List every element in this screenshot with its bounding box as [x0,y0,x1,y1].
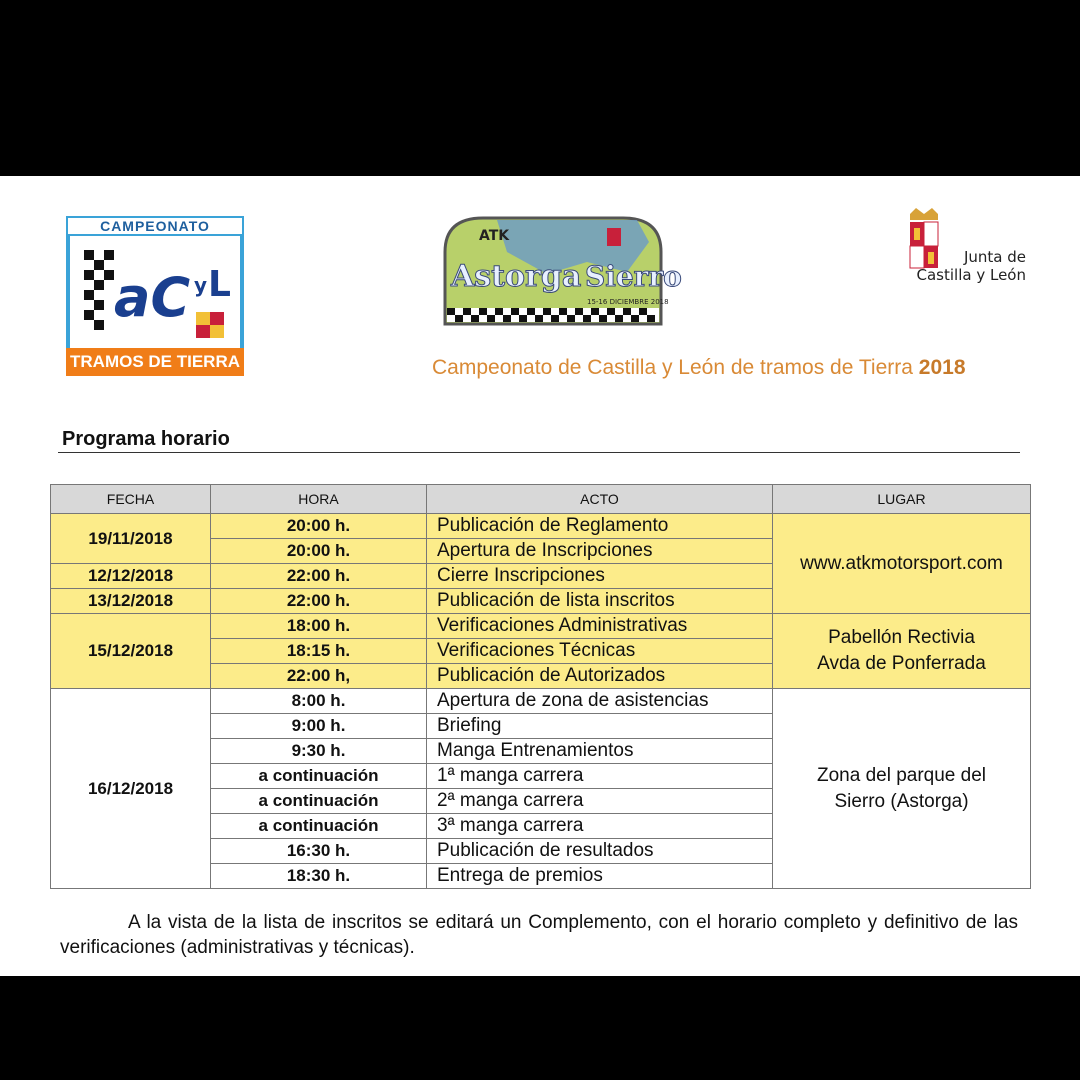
svg-text:ATK: ATK [479,228,510,244]
acto-cell: Cierre Inscripciones [427,564,773,589]
table-header-row [51,485,1031,514]
header-acto: ACTO [427,485,773,514]
footnote: A la vista de la lista de inscritos se editará un Complemento, con el horario completo y definitivo de las verificaciones (administrativas y técnicas). [60,912,1018,958]
hora-cell: 9:30 h. [211,739,427,764]
svg-text:aC: aC [114,266,191,329]
hora-cell: 22:00 h. [211,564,427,589]
lugar-pabellon-line-2: Avda de Ponferrada [817,653,986,674]
rally-plate-graphic [437,212,682,330]
section-rule [58,452,1020,453]
table-row [51,689,1031,714]
acto-cell: Publicación de lista inscritos [427,589,773,614]
acto-cell: Entrega de premios [427,864,773,889]
acto-cell: Manga Entrenamientos [427,739,773,764]
event-title-text: Campeonato de Castilla y León de tramos de Tierra [432,356,913,379]
header-fecha: FECHA [51,485,211,514]
acto-cell: Publicación de Autorizados [427,664,773,689]
header-lugar: LUGAR [773,485,1031,514]
header-hora: HORA [211,485,427,514]
hora-cell: a continuación [211,814,427,839]
event-title-year: 2018 [918,356,966,379]
acto-cell: Apertura de zona de asistencias [427,689,773,714]
junta-line-1: Junta de [963,248,1026,266]
fecha-cell: 13/12/2018 [51,589,211,614]
acto-cell: Publicación de Reglamento [427,514,773,539]
section-title: Programa horario [62,428,230,450]
lugar-web: www.atkmotorsport.com [773,514,1031,614]
hora-cell: 18:30 h. [211,864,427,889]
table-row [51,514,1031,539]
svg-text:Astorga: Astorga [451,259,582,294]
hora-cell: 16:30 h. [211,839,427,864]
schedule-table [50,484,1031,889]
logo-campeonato-label: CAMPEONATO [66,216,244,236]
fecha-cell: 15/12/2018 [51,614,211,689]
hora-cell: a continuación [211,764,427,789]
facyl-logo [66,216,246,376]
acto-cell: 1ª manga carrera [427,764,773,789]
junta-line-2: Castilla y León [916,266,1026,284]
table-row [51,614,1031,639]
fecha-cell: 16/12/2018 [51,689,211,889]
hora-cell: 20:00 h. [211,539,427,564]
hora-cell: 9:00 h. [211,714,427,739]
hora-cell: a continuación [211,789,427,814]
svg-text:L: L [208,264,231,305]
junta-logo [896,208,1026,298]
svg-text:Sierro: Sierro [585,260,682,293]
hora-cell: 20:00 h. [211,514,427,539]
acto-cell: 2ª manga carrera [427,789,773,814]
hora-cell: 22:00 h, [211,664,427,689]
document-page [0,176,1080,976]
logo-tramos-label: TRAMOS DE TIERRA [66,348,244,376]
acto-cell: Verificaciones Técnicas [427,639,773,664]
acto-cell: Verificaciones Administrativas [427,614,773,639]
event-title [432,356,1022,380]
junta-text [896,248,1026,284]
facyl-mark [66,236,244,350]
hora-cell: 18:00 h. [211,614,427,639]
hora-cell: 22:00 h. [211,589,427,614]
acto-cell: Apertura de Inscripciones [427,539,773,564]
acto-cell: Briefing [427,714,773,739]
hora-cell: 8:00 h. [211,689,427,714]
rally-plate-logo [437,212,682,330]
fecha-cell: 12/12/2018 [51,564,211,589]
lugar-pabellon-line-1: Pabellón Rectivia [828,627,975,648]
lugar-sierro-line-2: Sierro (Astorga) [834,790,969,812]
svg-text:y: y [194,273,208,297]
checkered-flag-icon [70,236,240,348]
acto-cell: Publicación de resultados [427,839,773,864]
lugar-sierro [773,689,1031,889]
lugar-sierro-line-1: Zona del parque del [816,764,986,786]
acto-cell: 3ª manga carrera [427,814,773,839]
fecha-cell: 19/11/2018 [51,514,211,564]
lugar-pabellon [773,614,1031,689]
svg-text:15-16 DICIEMBRE 2018: 15-16 DICIEMBRE 2018 [587,298,669,306]
hora-cell: 18:15 h. [211,639,427,664]
